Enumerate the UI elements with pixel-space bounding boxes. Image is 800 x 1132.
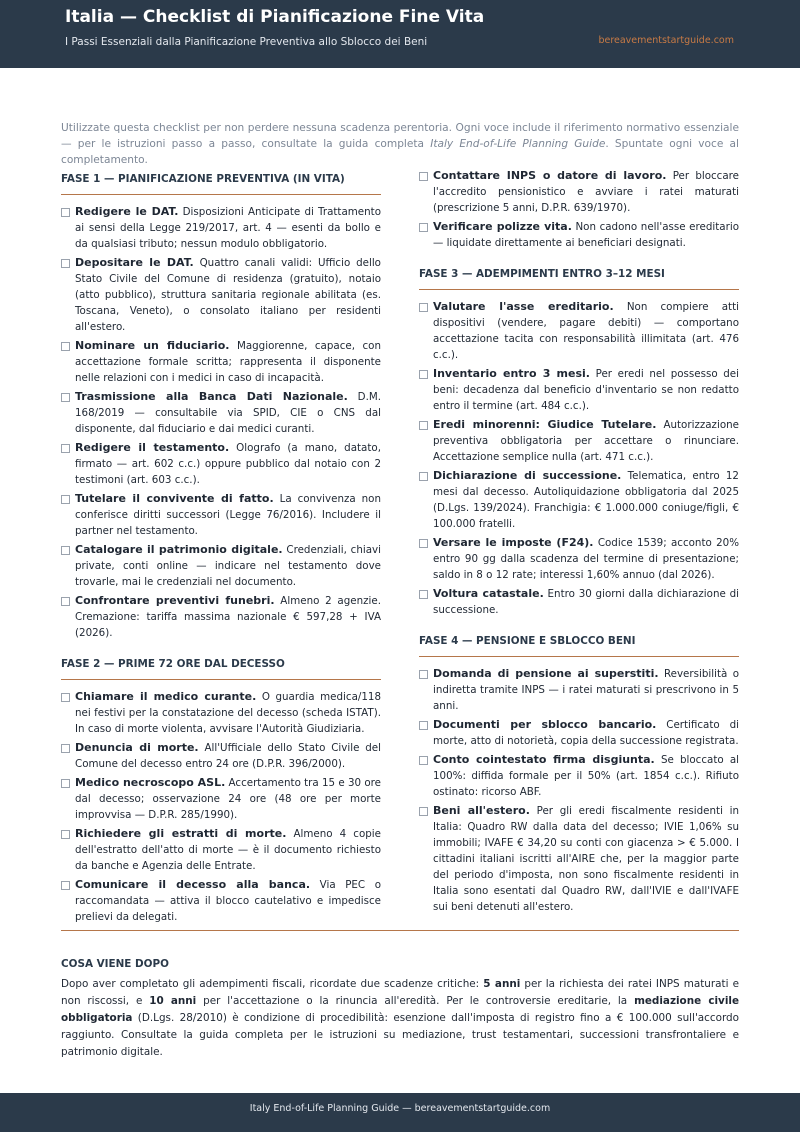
item-title: Redigere il testamento. — [75, 441, 230, 454]
item-description: Codice 1539; acconto 20% entro 90 gg dalla scadenza del termine di presentazione; saldo in 8 o 12 rate; interessi 1,60% annuo (dal 2026). — [433, 537, 739, 581]
intro-text-end: . Spuntate ogni voce al completamento. — [61, 138, 739, 166]
item-description: Certificato di morte, atto di notorietà, copia della successione registrata. — [433, 719, 740, 747]
checkbox[interactable] — [419, 421, 428, 430]
page-subtitle: I Passi Essenziali dalla Pianificazione Preventiva allo Sblocco dei Beni — [65, 36, 428, 48]
checkbox[interactable] — [419, 172, 428, 181]
checklist-item — [61, 389, 381, 437]
item-title: Valutare l'asse ereditario. — [433, 300, 614, 313]
next-steps-bold: 5 anni — [483, 978, 521, 990]
item-title: Denuncia di morte. — [75, 741, 199, 754]
phase-2-list — [61, 689, 381, 925]
checklist-item — [419, 752, 739, 800]
item-title: Catalogare il patrimonio digitale. — [75, 543, 283, 556]
checklist-item — [419, 717, 739, 749]
item-description: Reversibilità o indiretta tramite INPS — i ratei maturati si prescrivono in 5 anni. — [433, 668, 739, 712]
item-description: Telematica, entro 12 mesi dal decesso. Autoliquidazione obbligatoria dal 2025 (D.Lgs. 139/2024). Franchigia: € 1.000.000 coniuge/figli, € 100.000 fratelli. — [433, 470, 739, 530]
next-steps-bold: 10 anni — [149, 995, 197, 1007]
item-description: Disposizioni Anticipate di Trattamento ai sensi della Legge 219/2017, art. 4 — esenti da bollo e da qualsiasi tributo; nessun modulo obbligatorio. — [75, 206, 381, 250]
checklist-item — [419, 535, 739, 583]
item-title: Nominare un fiduciario. — [75, 339, 230, 352]
checkbox[interactable] — [61, 342, 70, 351]
checklist-item — [419, 299, 739, 363]
item-title: Documenti per sblocco bancario. — [433, 718, 657, 731]
phase-1-title: FASE 1 — PIANIFICAZIONE PREVENTIVA (IN VITA) — [61, 168, 381, 195]
item-description: O guardia medica/118 nei festivi per la constatazione del decesso (scheda ISTAT). In caso di morte violenta, avvisare l'Autorità Giudiziaria. — [75, 691, 381, 735]
header-site-link[interactable]: bereavementstartguide.com — [598, 35, 734, 46]
intro-paragraph — [61, 120, 739, 168]
item-description: Quattro canali validi: Ufficio dello Stato Civile del Comune di residenza (gratuito), notaio (atto pubblico), struttura sanitaria regionale abilitata (es. Toscana, Veneto), o consolato italiano per residenti all'estero. — [75, 257, 381, 333]
checklist-item — [419, 366, 739, 414]
item-title: Contattare INPS o datore di lavoro. — [433, 169, 667, 182]
item-description: Almeno 2 agenzie. Cremazione: tariffa massima nazionale € 597,28 + IVA (2026). — [75, 595, 381, 639]
item-description: Non compiere atti dispositivi (vendere, pagare debiti) — comportano accettazione tacita con responsabilità illimitata (art. 476 c.c.). — [433, 301, 739, 361]
checklist-item — [61, 491, 381, 539]
checkbox[interactable] — [419, 807, 428, 816]
checkbox[interactable] — [61, 830, 70, 839]
checkbox[interactable] — [61, 259, 70, 268]
item-description: Per bloccare l'accredito pensionistico e avviare i ratei maturati (prescrizione 5 anni, D.P.R. 639/1970). — [433, 170, 739, 214]
checklist-item — [61, 542, 381, 590]
intro-guide-name: Italy End-of-Life Planning Guide — [430, 138, 606, 150]
item-description: Via PEC o raccomandata — attiva il blocco cautelativo e impedisce prelievi da delegati. — [75, 879, 381, 923]
checkbox[interactable] — [61, 693, 70, 702]
checkbox[interactable] — [419, 370, 428, 379]
checkbox[interactable] — [61, 597, 70, 606]
checkbox[interactable] — [61, 779, 70, 788]
next-steps-text: per l'accettazione o la rinuncia all'eredità. Per le controversie ereditarie, la — [196, 995, 635, 1007]
page-footer — [0, 1093, 800, 1132]
next-steps-title: COSA VIENE DOPO — [61, 958, 169, 970]
checkbox[interactable] — [61, 744, 70, 753]
checkbox[interactable] — [419, 539, 428, 548]
item-description: Non cadono nell'asse ereditario — liquidate direttamente ai beneficiari designati. — [433, 221, 739, 249]
item-title: Beni all'estero. — [433, 804, 530, 817]
checklist-item — [419, 666, 739, 714]
checklist-item — [419, 803, 739, 915]
checklist-item — [61, 689, 381, 737]
item-description: D.M. 168/2019 — consultabile via SPID, CIE o CNS dal disponente, dal fiduciario e dai medici curanti. — [75, 391, 381, 435]
item-title: Redigere le DAT. — [75, 205, 179, 218]
item-description: Olografo (a mano, datato, firmato — art. 602 c.c.) oppure pubblico dal notaio con 2 testimoni (art. 603 c.c.). — [75, 442, 381, 486]
item-title: Medico necroscopo ASL. — [75, 776, 226, 789]
item-title: Inventario entro 3 mesi. — [433, 367, 590, 380]
item-title: Chiamare il medico curante. — [75, 690, 257, 703]
checklist-item — [61, 877, 381, 925]
checklist-item — [61, 740, 381, 772]
phase-4-list — [419, 666, 739, 915]
checkbox[interactable] — [419, 670, 428, 679]
item-title: Comunicare il decesso alla banca. — [75, 878, 311, 891]
checklist-item — [419, 586, 739, 618]
checkbox[interactable] — [61, 208, 70, 217]
item-description: Maggiorenne, capace, con accettazione formale scritta; rappresenta il disponente nelle relazioni con i medici in caso di incapacità. — [75, 340, 381, 384]
checkbox[interactable] — [419, 721, 428, 730]
item-title: Richiedere gli estratti di morte. — [75, 827, 287, 840]
checkbox[interactable] — [419, 472, 428, 481]
item-title: Conto cointestato firma disgiunta. — [433, 753, 655, 766]
footer-text: Italy End-of-Life Planning Guide — bereavementstartguide.com — [249, 1103, 551, 1114]
item-description: Credenziali, chiavi private, conti online — indicare nel testamento dove trovarle, mai le credenziali nel documento. — [75, 544, 381, 588]
next-steps-bold: mediazione civile obbligatoria — [61, 995, 739, 1024]
right-column — [419, 168, 739, 918]
checklist-item — [419, 468, 739, 532]
checklist-item — [61, 593, 381, 641]
checklist-item — [61, 204, 381, 252]
phase-2-title: FASE 2 — PRIME 72 ORE DAL DECESSO — [61, 653, 381, 680]
item-title: Depositare le DAT. — [75, 256, 194, 269]
intro-text: Utilizzate questa checklist per non perdere nessuna scadenza perentoria. Ogni voce include il riferimento normativo essenziale — per le istruzioni passo a passo, consultate la guida completa — [61, 122, 739, 150]
item-description: La convivenza non conferisce diritti successori (Legge 76/2016). Includere il partner nel testamento. — [75, 493, 381, 537]
item-title: Verificare polizze vita. — [433, 220, 572, 233]
checklist-item — [61, 338, 381, 386]
item-title: Dichiarazione di successione. — [433, 469, 622, 482]
item-title: Domanda di pensione ai superstiti. — [433, 667, 659, 680]
phase-1-list — [61, 204, 381, 641]
phase-3-list — [419, 299, 739, 618]
item-title: Eredi minorenni: Giudice Tutelare. — [433, 418, 657, 431]
item-description: Per gli eredi fiscalmente residenti in Italia: Quadro RW dalla data del decesso; IVIE 1,06% su immobili; IVAFE € 34,20 su conti con giacenza > € 5.000. I cittadini italiani iscritti all'AIRE che, per la maggior parte del periodo d'imposta, non sono fiscalmente residenti in Italia sono esentati dal Quadro RW, dall'IVIE e dall'IVAFE sui beni detenuti all'estero. — [433, 805, 740, 913]
section-divider — [61, 930, 739, 931]
checkbox[interactable] — [61, 546, 70, 555]
checkbox[interactable] — [419, 590, 428, 599]
item-title: Trasmissione alla Banca Dati Nazionale. — [75, 390, 348, 403]
left-column — [61, 168, 381, 928]
item-description: Autorizzazione preventiva obbligatoria per accettare o rinunciare. Accettazione semplice nulla (art. 471 c.c.). — [433, 419, 739, 463]
page-header — [0, 0, 800, 68]
checkbox[interactable] — [61, 393, 70, 402]
phase-3-title: FASE 3 — ADEMPIMENTI ENTRO 3–12 MESI — [419, 263, 739, 290]
next-steps-body — [61, 976, 739, 1061]
next-steps-text: (D.Lgs. 28/2010) è condizione di procedibilità: esenzione dall'imposta di registro fino a € 100.000 sull'accordo raggiunto. Consultate la guida completa per le istruzioni su mediazione, trust testamentari, successioni transfrontaliere e patrimonio digitale. — [61, 1012, 739, 1058]
item-description: Se bloccato al 100%: diffida formale per il 50% (art. 1854 c.c.). Rifiuto ostinato: ricorso ABF. — [433, 754, 739, 798]
item-description: All'Ufficiale dello Stato Civile del Comune del decesso entro 24 ore (D.P.R. 396/2000). — [75, 742, 381, 770]
checklist-item — [61, 255, 381, 335]
checkbox[interactable] — [419, 223, 428, 232]
item-title: Confrontare preventivi funebri. — [75, 594, 275, 607]
checklist-item — [61, 775, 381, 823]
next-steps-text: per la richiesta dei ratei INPS maturati e non riscossi, e — [61, 978, 739, 1007]
phase-4-title: FASE 4 — PENSIONE E SBLOCCO BENI — [419, 630, 739, 657]
checkbox[interactable] — [419, 303, 428, 312]
item-description: Per eredi nel possesso dei beni: decadenza dal beneficio d'inventario se non redatto entro il termine (art. 484 c.c.). — [433, 368, 739, 412]
item-description: Entro 30 giorni dalla dichiarazione di successione. — [433, 588, 739, 616]
checkbox[interactable] — [61, 881, 70, 890]
checkbox[interactable] — [61, 495, 70, 504]
checklist-item — [419, 417, 739, 465]
checklist-item — [61, 440, 381, 488]
item-title: Voltura catastale. — [433, 587, 544, 600]
item-title: Tutelare il convivente di fatto. — [75, 492, 274, 505]
checkbox[interactable] — [61, 444, 70, 453]
phase-2-list-continued — [419, 168, 739, 251]
next-steps-text: Dopo aver completato gli adempimenti fiscali, ricordate due scadenze critiche: — [61, 978, 484, 990]
item-description: Almeno 4 copie dell'estratto dell'atto di morte — è il documento richiesto da banche e Agenzia delle Entrate. — [75, 828, 382, 872]
item-title: Versare le imposte (F24). — [433, 536, 594, 549]
checkbox[interactable] — [419, 756, 428, 765]
item-description: Accertamento tra 15 e 30 ore dal decesso; osservazione 24 ore (48 ore per morte improvvisa — D.P.R. 285/1990). — [75, 777, 382, 821]
checklist-item — [61, 826, 381, 874]
page-title: Italia — Checklist di Pianificazione Fine Vita — [65, 7, 485, 27]
checklist-item — [419, 219, 739, 251]
checklist-item — [419, 168, 739, 216]
